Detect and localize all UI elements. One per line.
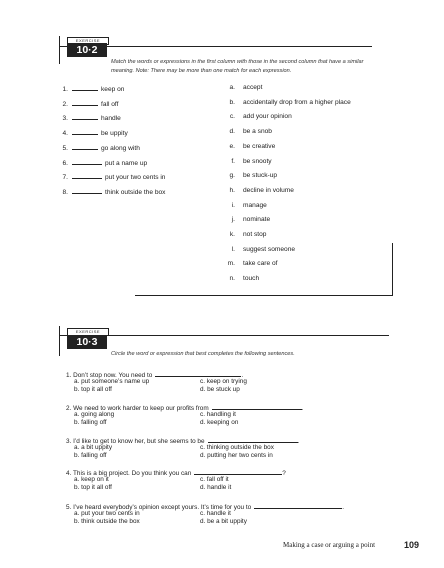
option-letter: c.	[229, 113, 235, 121]
answer-blank	[155, 370, 244, 379]
answer-option: b. falling off	[74, 419, 107, 426]
option-text: add your opinion	[243, 113, 292, 121]
answer-option: a. put your two cents in	[74, 510, 140, 517]
exercise-label: EXERCISE	[67, 37, 109, 45]
item-number: 2.	[62, 100, 68, 108]
item-number: 6.	[62, 159, 68, 167]
match-option	[224, 187, 294, 195]
exercise-frame-left	[59, 36, 60, 64]
option-letter: n.	[229, 275, 235, 283]
match-option	[224, 246, 295, 254]
answer-option: d. be stuck up	[200, 386, 240, 393]
answer-option: c. handling it	[200, 411, 236, 418]
option-letter: b.	[229, 98, 235, 106]
exercise-label: EXERCISE	[67, 328, 109, 336]
question-end: .	[301, 405, 304, 412]
option-text: not stop	[243, 231, 267, 238]
option-text: be a snob	[243, 128, 272, 136]
option-letter: d.	[229, 128, 235, 136]
item-number: 4.	[62, 130, 68, 138]
match-option	[224, 158, 272, 166]
exercise-frame-left	[59, 326, 60, 356]
answer-blank	[72, 143, 98, 150]
answer-blank	[212, 403, 302, 410]
match-item	[58, 113, 121, 123]
answer-option: c. thinking outside the box	[200, 444, 274, 451]
match-item	[58, 84, 124, 94]
running-footer: Making a case or arguing a point	[283, 541, 376, 549]
answer-blank	[72, 99, 98, 106]
question-text: 3. I’d like to get to know her, but she seems to be	[66, 438, 205, 445]
option-letter: j.	[231, 216, 235, 224]
option-text: manage	[243, 201, 267, 209]
answer-option: a. keep on it	[74, 476, 109, 483]
answer-option: c. keep on trying	[200, 378, 247, 385]
item-text: go along with	[101, 144, 140, 152]
question-text: 2. We need to work harder to keep our profits from	[66, 405, 209, 412]
option-text: decline in volume	[243, 186, 294, 194]
option-letter: a.	[229, 84, 235, 91]
item-text: be uppity	[101, 130, 128, 138]
item-text: handle	[101, 115, 121, 123]
question-end: .	[342, 504, 344, 511]
answer-blank	[72, 84, 98, 91]
match-option	[224, 260, 277, 268]
answer-blank	[72, 128, 98, 135]
answer-option: a. going along	[74, 411, 115, 418]
match-option	[224, 113, 292, 121]
option-letter: i.	[231, 201, 235, 209]
match-item	[58, 187, 165, 197]
item-text: think outside the box	[105, 188, 166, 196]
answer-blank	[72, 158, 102, 165]
option-text: accidentally drop from a higher place	[243, 98, 351, 106]
match-item	[58, 172, 165, 182]
answer-blank	[208, 436, 298, 443]
item-text: fall off	[101, 100, 119, 108]
item-text: put a name up	[105, 159, 148, 167]
exercise-frame-bottom	[135, 295, 393, 296]
answer-option: d. putting her two cents in	[200, 452, 273, 459]
question-text: 1. Don’t stop now. You need to	[66, 372, 153, 379]
exercise-number: 10·2	[67, 43, 107, 57]
item-number: 7.	[62, 174, 68, 182]
option-letter: m.	[227, 260, 235, 268]
question-end: .	[297, 438, 300, 445]
option-text: touch	[243, 275, 260, 283]
question-text: 5. I’ve heard everybody’s opinion except yours. It’s time for you to	[66, 504, 252, 511]
answer-blank	[254, 502, 342, 509]
option-text: accept	[243, 84, 263, 91]
match-item	[58, 158, 147, 168]
answer-option: c. handle it	[200, 510, 231, 517]
match-option	[224, 143, 275, 151]
option-text: be stuck-up	[243, 172, 278, 180]
answer-option: b. top it all off	[74, 386, 112, 393]
item-text: keep on	[101, 86, 125, 93]
exercise-instructions: Circle the word or expression that best completes the following sentences.	[111, 351, 295, 357]
item-number: 5.	[62, 144, 68, 152]
option-letter: g.	[229, 172, 235, 180]
answer-blank	[72, 187, 102, 194]
answer-option: a. put someone’s name up	[74, 378, 150, 385]
answer-option: d. be a bit uppity	[200, 518, 247, 525]
match-option	[224, 99, 351, 107]
question-end: .	[241, 372, 244, 379]
answer-blank	[72, 172, 102, 179]
answer-option: b. think outside the box	[74, 518, 140, 525]
match-item	[58, 99, 118, 109]
answer-option: b. top it all off	[74, 484, 112, 491]
answer-blank	[194, 468, 282, 475]
match-option	[224, 216, 270, 224]
match-item	[58, 128, 128, 138]
option-text: be snooty	[243, 157, 272, 165]
answer-blank	[72, 113, 98, 120]
option-text: be creative	[243, 142, 276, 150]
option-letter: e.	[229, 142, 235, 150]
answer-option: d. handle it	[200, 484, 232, 491]
option-text: nominate	[243, 216, 271, 224]
question-text: 4. This is a big project. Do you think you can	[66, 470, 192, 477]
match-option	[224, 128, 272, 136]
match-option	[224, 202, 267, 210]
option-letter: f.	[231, 157, 235, 165]
match-option	[224, 275, 259, 283]
exercise-number: 10·3	[67, 335, 107, 349]
answer-option: b. falling off	[74, 452, 107, 459]
item-number: 8.	[62, 188, 68, 196]
exercise-instructions: Match the words or expressions in the first column with those in the second column that have a similar meaning. Note: There may be more than one match for each expression.	[111, 59, 364, 74]
answer-option: a. a bit uppity	[74, 444, 113, 451]
item-number: 1.	[62, 86, 68, 93]
option-letter: h.	[229, 186, 235, 194]
answer-option: c. fall off it	[200, 476, 229, 483]
match-option	[224, 172, 277, 180]
option-text: take care of	[243, 260, 278, 268]
option-letter: l.	[231, 245, 235, 253]
item-text: put your two cents in	[105, 174, 166, 182]
match-option	[224, 231, 266, 239]
question-end: ?	[282, 470, 286, 477]
exercise-frame-right	[392, 243, 393, 296]
option-text: suggest someone	[243, 245, 296, 253]
match-item	[58, 143, 140, 153]
match-option	[224, 84, 262, 92]
option-letter: k.	[229, 231, 235, 238]
item-number: 3.	[62, 115, 68, 123]
page-number: 109	[404, 540, 420, 550]
answer-option: d. keeping on	[200, 419, 239, 426]
